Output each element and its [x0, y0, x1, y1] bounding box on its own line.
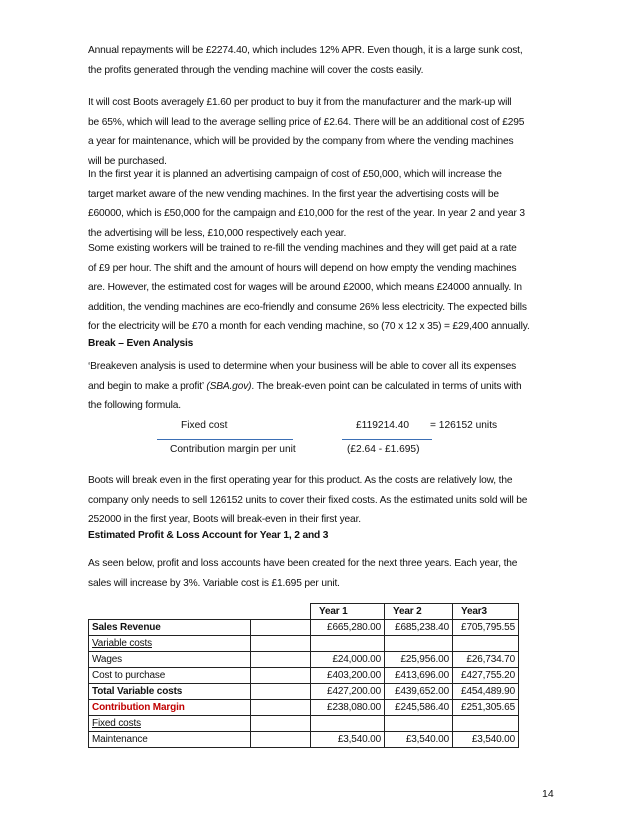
table-cell — [385, 716, 453, 732]
table-row — [89, 620, 519, 636]
table-cell — [251, 732, 311, 748]
table-row — [89, 684, 519, 700]
table-cell — [251, 652, 311, 668]
table-row — [89, 716, 519, 732]
table-cell — [385, 636, 453, 652]
quote-text: . The break-even point can be calculated in terms of units with — [251, 380, 522, 392]
table-cell — [251, 684, 311, 700]
row-label-variable-costs: Variable costs — [89, 636, 251, 652]
break-even-heading: Break – Even Analysis — [88, 338, 194, 349]
paragraph-line: a year for maintenance, which will be provided by the company from where the vending machines — [88, 136, 514, 147]
paragraph-line: It will cost Boots averagely £1.60 per product to buy it from the manufacturer and the mark-up will — [88, 97, 512, 108]
paragraph-line: the following formula. — [88, 400, 181, 411]
paragraph-line: As seen below, profit and loss accounts have been created for the next three years. Each year, the — [88, 558, 518, 569]
formula-fraction-line — [157, 439, 293, 440]
table-cell: £403,200.00 — [311, 668, 385, 684]
table-row — [89, 700, 519, 716]
paragraph-line: Boots will break even in the first operating year for this product. As the costs are relatively low, the — [88, 475, 513, 486]
paragraph-line: Annual repayments will be £2274.40, which includes 12% APR. Even though, it is a large sunk cost, — [88, 45, 523, 56]
paragraph-line: will be purchased. — [88, 155, 167, 167]
paragraph-line: company only needs to sell 126152 units to cover their fixed costs. As the estimated units sold will be — [88, 494, 528, 506]
paragraph-line — [88, 377, 568, 397]
table-cell: £25,956.00 — [385, 652, 453, 668]
pl-account-intro — [88, 554, 568, 593]
formula-numerator-label: Fixed cost — [181, 420, 228, 431]
table-cell: £26,734.70 — [453, 652, 519, 668]
formula-numerator-value: £119214.40 — [356, 420, 410, 431]
table-cell — [251, 636, 311, 652]
row-label-fixed-costs: Fixed costs — [89, 716, 251, 732]
table-cell: £3,540.00 — [311, 732, 385, 748]
row-label-maintenance: Maintenance — [89, 732, 251, 748]
formula-denominator-value: (£2.64 - £1.695) — [347, 444, 420, 455]
column-header-year2: Year 2 — [385, 604, 453, 620]
paragraph-line: £60000, which is £50,000 for the campaign and £10,000 for the rest of the year. In year 2 and year 3 — [88, 208, 525, 219]
table-cell: £413,696.00 — [385, 668, 453, 684]
paragraph-line: ‘Breakeven analysis is used to determine when your business will be able to cover all its expenses — [88, 361, 517, 372]
paragraph-line: for the electricity will be £70 a month for each vending machine, so (70 x 12 x 35) = £29,400 annually. — [88, 321, 530, 332]
column-header-year1: Year 1 — [311, 604, 385, 620]
row-label-total-variable-costs: Total Variable costs — [89, 684, 251, 700]
profit-loss-table — [88, 603, 519, 748]
table-cell — [251, 668, 311, 684]
paragraph-line: the advertising will be less, £10,000 respectively each year. — [88, 227, 347, 239]
paragraph-wages — [88, 239, 568, 337]
table-cell: £665,280.00 — [311, 620, 385, 636]
table-cell — [251, 716, 311, 732]
table-cell: £24,000.00 — [311, 652, 385, 668]
paragraph-line: Some existing workers will be trained to re-fill the vending machines and they will get paid at a rate — [88, 243, 517, 254]
table-corner — [89, 604, 251, 620]
table-cell: £427,755.20 — [453, 668, 519, 684]
paragraph-line: of £9 per hour. The shift and the amount of hours will depend on how empty the vending machines — [88, 262, 517, 274]
paragraph-line: are. However, the estimated cost for wages will be around £2000, which means £24000 annually. In — [88, 282, 522, 293]
table-cell: £238,080.00 — [311, 700, 385, 716]
table-row — [89, 668, 519, 684]
table-corner — [251, 604, 311, 620]
formula-fraction-line — [342, 439, 432, 440]
paragraph-repayments — [88, 41, 568, 80]
paragraph-line: target market aware of the new vending machines. In the first year the advertising costs will be — [88, 188, 499, 200]
table-cell — [453, 636, 519, 652]
paragraph-line: be 65%, which will lead to the average selling price of £2.64. There will be an additional cost of £295 — [88, 116, 525, 128]
formula-denominator-label: Contribution margin per unit — [170, 444, 296, 455]
table-cell — [251, 700, 311, 716]
break-even-conclusion — [88, 471, 568, 530]
table-cell: £3,540.00 — [453, 732, 519, 748]
table-cell: £427,200.00 — [311, 684, 385, 700]
table-cell: £245,586.40 — [385, 700, 453, 716]
table-cell: £685,238.40 — [385, 620, 453, 636]
pl-account-heading: Estimated Profit & Loss Account for Year 1, 2 and 3 — [88, 530, 329, 541]
table-cell: £251,305.65 — [453, 700, 519, 716]
table-cell — [311, 716, 385, 732]
paragraph-line: sales will increase by 3%. Variable cost is £1.695 per unit. — [88, 577, 340, 589]
table-cell — [311, 636, 385, 652]
paragraph-advertising — [88, 165, 568, 243]
formula-result: = 126152 units — [430, 420, 498, 431]
table-row — [89, 636, 519, 652]
table-cell: £705,795.55 — [453, 620, 519, 636]
paragraph-line: 252000 in the first year, Boots will break-even in their first year. — [88, 514, 361, 525]
page-number: 14 — [542, 788, 554, 800]
table-cell: £454,489.90 — [453, 684, 519, 700]
quote-source: (SBA.gov) — [206, 380, 252, 392]
table-row — [89, 652, 519, 668]
paragraph-line: addition, the vending machines are eco-friendly and consume 26% less electricity. The expected bills — [88, 301, 527, 313]
paragraph-line: In the first year it is planned an advertising campaign of cost of £50,000, which will increase the — [88, 169, 502, 180]
table-cell: £439,652.00 — [385, 684, 453, 700]
table-cell: £3,540.00 — [385, 732, 453, 748]
row-label-sales-revenue: Sales Revenue — [89, 620, 251, 636]
break-even-quote — [88, 357, 568, 416]
row-label-contribution-margin: Contribution Margin — [89, 700, 251, 716]
column-header-year3: Year3 — [453, 604, 519, 620]
quote-text: and begin to make a profit’ — [88, 380, 207, 392]
row-label-wages: Wages — [89, 652, 251, 668]
paragraph-costs — [88, 93, 568, 171]
table-cell — [251, 620, 311, 636]
table-cell — [453, 716, 519, 732]
row-label-cost-to-purchase: Cost to purchase — [89, 668, 251, 684]
paragraph-line: the profits generated through the vending machine will cover the costs easily. — [88, 64, 424, 76]
table-header-row — [89, 604, 519, 620]
table-row — [89, 732, 519, 748]
